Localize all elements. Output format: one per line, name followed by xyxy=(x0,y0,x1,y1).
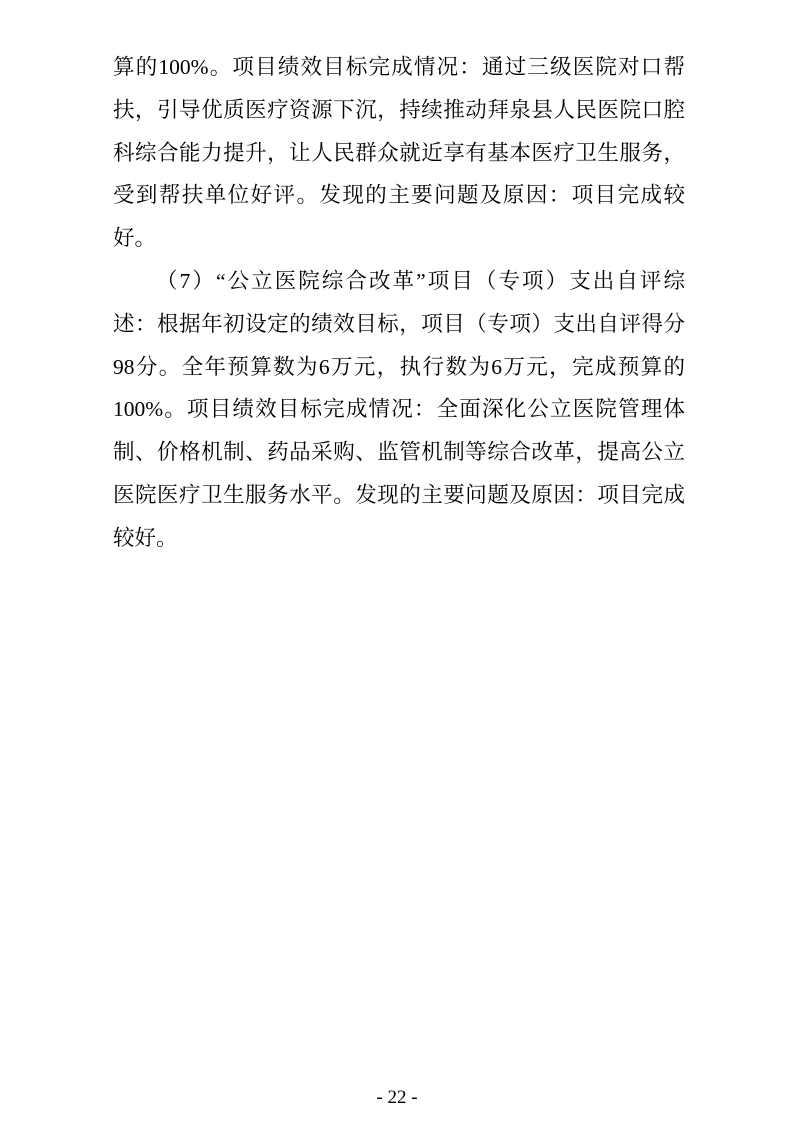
text-line: 医院医疗卫生服务水平。发现的主要问题及原因：项目完成 xyxy=(113,482,685,507)
text-line: 98分。全年预算数为6万元，执行数为6万元，完成预算的 xyxy=(113,354,685,379)
text-line: （7）“公立医院综合改革”项目（专项）支出自评综 xyxy=(156,268,685,293)
text-line: 扶，引导优质医疗资源下沉，持续推动拜泉县人民医院口腔 xyxy=(113,97,685,122)
document-body xyxy=(113,46,685,560)
text-line: 较好。 xyxy=(113,525,178,550)
text-line: 100%。项目绩效目标完成情况：全面深化公立医院管理体 xyxy=(113,397,685,422)
text-line: 制、价格机制、药品采购、监管机制等综合改革，提高公立 xyxy=(113,440,685,465)
text-line: 好。 xyxy=(113,226,157,251)
text-line: 受到帮扶单位好评。发现的主要问题及原因：项目完成较 xyxy=(113,183,685,208)
text-line: 述：根据年初设定的绩效目标，项目（专项）支出自评得分 xyxy=(113,311,685,336)
text-line: 科综合能力提升，让人民群众就近享有基本医疗卫生服务， xyxy=(113,140,685,165)
page-footer xyxy=(0,1086,794,1110)
text-line: 算的100%。项目绩效目标完成情况：通过三级医院对口帮 xyxy=(113,55,685,79)
page-number: - 22 - xyxy=(376,1087,418,1108)
